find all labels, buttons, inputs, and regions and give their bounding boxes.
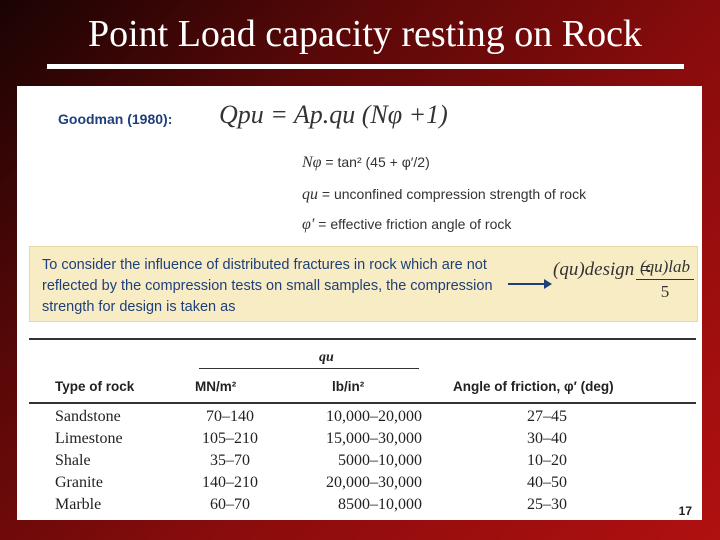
cell-type: Sandstone	[55, 408, 121, 425]
cell-lb: 10,000–20,000	[326, 408, 422, 425]
title-underline	[47, 64, 684, 69]
fraction-numerator: (qu)lab	[636, 257, 694, 280]
cell-angle: 30–40	[527, 430, 567, 447]
table-group-header: qu	[319, 350, 334, 365]
cell-lb: 5000–10,000	[338, 452, 422, 469]
cell-mn: 105–210	[202, 430, 258, 447]
header-bottom-rule	[29, 402, 696, 404]
table-row	[17, 408, 702, 430]
right-arrow-icon	[508, 283, 546, 285]
group-header-rule	[199, 368, 419, 369]
definition-n-phi	[302, 154, 430, 172]
header-angle: Angle of friction, φ′ (deg)	[453, 379, 614, 394]
cell-type: Limestone	[55, 430, 123, 447]
table-row	[17, 452, 702, 474]
main-formula: Qpu = Ap.qu (Nφ +1)	[219, 100, 448, 129]
definition-text: = effective friction angle of rock	[318, 216, 512, 232]
design-note-text: To consider the influence of distributed fractures in rock which are not reflected by the compression tests on small samples, the compression strength for design is taken as	[42, 257, 493, 315]
cell-angle: 40–50	[527, 474, 567, 491]
formula-author: Goodman (1980):	[58, 111, 173, 127]
header-mn: MN/m²	[195, 379, 237, 394]
definition-symbol: qu	[302, 186, 318, 203]
content-panel	[17, 86, 702, 520]
cell-type: Granite	[55, 474, 103, 491]
cell-lb: 8500–10,000	[338, 496, 422, 513]
cell-angle: 25–30	[527, 496, 567, 513]
definition-text: = tan² (45 + φ′/2)	[325, 154, 430, 170]
cell-type: Shale	[55, 452, 91, 469]
cell-mn: 70–140	[206, 408, 254, 425]
header-lb: lb/in²	[332, 379, 365, 394]
table-top-rule	[29, 338, 696, 340]
fraction-denominator: 5	[660, 282, 670, 301]
definition-phi	[302, 216, 511, 234]
cell-mn: 140–210	[202, 474, 258, 491]
cell-type: Marble	[55, 496, 102, 513]
page-number: 17	[678, 504, 692, 518]
definition-qu	[302, 186, 586, 204]
table-row	[17, 474, 702, 496]
design-note-box	[29, 246, 698, 322]
definition-text: = unconfined compression strength of rock	[321, 186, 587, 202]
cell-lb: 15,000–30,000	[326, 430, 422, 447]
definition-symbol: Nφ	[302, 154, 322, 171]
design-strength-fraction	[636, 257, 694, 302]
slide-title: Point Load capacity resting on Rock	[87, 13, 643, 55]
cell-angle: 10–20	[527, 452, 567, 469]
design-strength-lhs: (qu)design =	[553, 259, 652, 280]
table-row	[17, 430, 702, 452]
cell-angle: 27–45	[527, 408, 567, 425]
cell-lb: 20,000–30,000	[326, 474, 422, 491]
header-type: Type of rock	[55, 379, 135, 394]
definition-symbol: φ′	[302, 216, 315, 233]
table-row	[17, 496, 702, 518]
cell-mn: 35–70	[210, 452, 250, 469]
cell-mn: 60–70	[210, 496, 250, 513]
